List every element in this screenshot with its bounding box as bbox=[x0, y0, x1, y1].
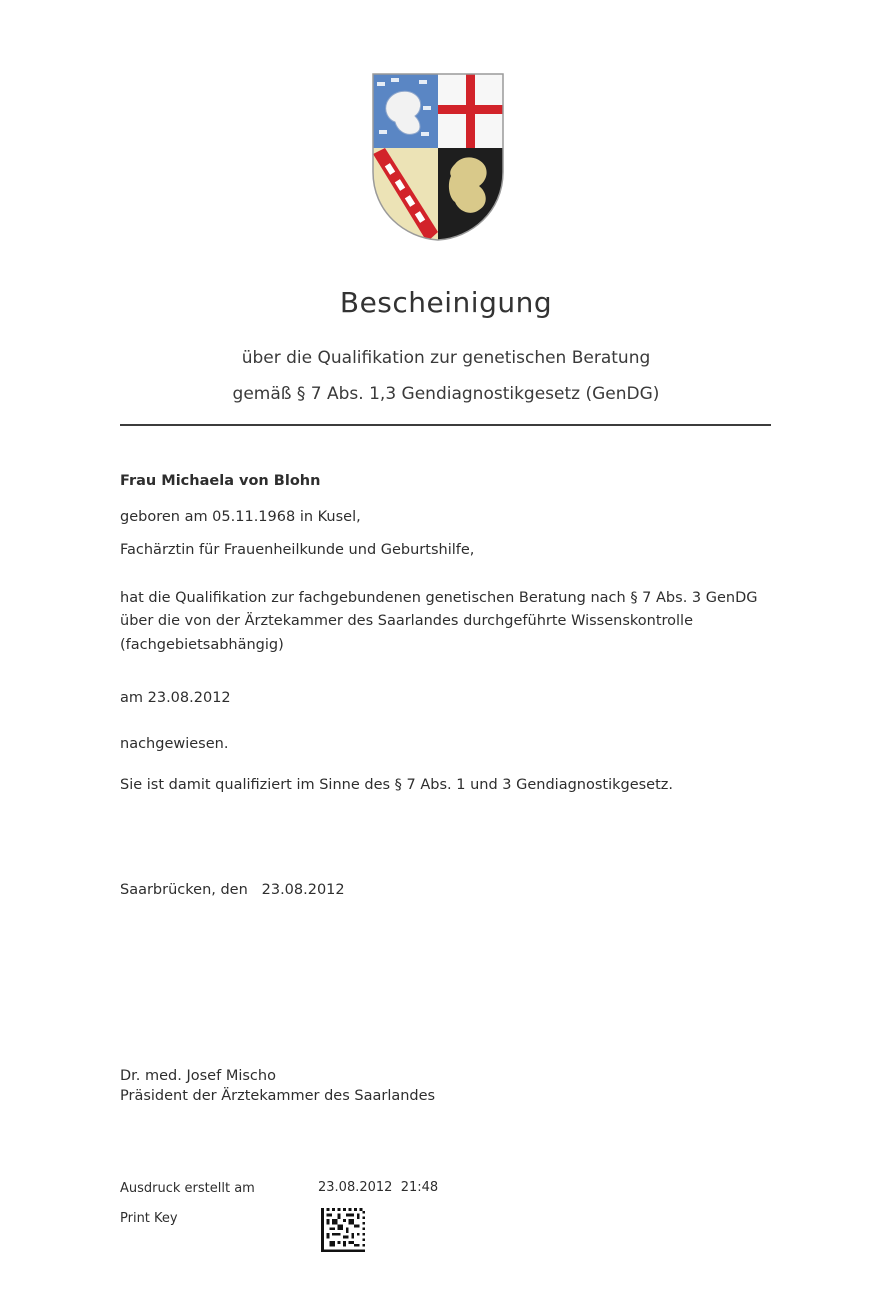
proven-line: nachgewiesen. bbox=[120, 736, 229, 752]
signatory-title: Präsident der Ärztekammer des Saarlandes bbox=[120, 1088, 436, 1104]
specialty-line: Fachärztin für Frauenheilkunde und Geburtshilfe, bbox=[120, 542, 475, 558]
print-key-datamatrix-code bbox=[320, 1208, 366, 1252]
qualification-line-2: über die von der Ärztekammer des Saarlandes durchgeführte Wissenskontrolle bbox=[120, 613, 694, 629]
print-key-label: Print Key bbox=[120, 1211, 178, 1226]
document-subtitle-line2: gemäß § 7 Abs. 1,3 Gendiagnostikgesetz (GenDG) bbox=[232, 384, 660, 404]
qualification-line-1: hat die Qualifikation zur fachgebundenen genetischen Beratung nach § 7 Abs. 3 GenDG bbox=[120, 590, 758, 606]
place-date-line: Saarbrücken, den 23.08.2012 bbox=[120, 882, 345, 898]
document-subtitle-line1: über die Qualifikation zur genetischen Beratung bbox=[241, 348, 651, 368]
exam-date-line: am 23.08.2012 bbox=[120, 690, 231, 706]
document-title: Bescheinigung bbox=[339, 286, 553, 319]
birth-line: geboren am 05.11.1968 in Kusel, bbox=[120, 509, 361, 525]
saarland-coat-of-arms bbox=[371, 72, 505, 242]
recipient-name: Frau Michaela von Blohn bbox=[120, 473, 321, 489]
header-divider bbox=[120, 424, 771, 426]
printout-label: Ausdruck erstellt am bbox=[120, 1181, 255, 1196]
qualified-line: Sie ist damit qualifiziert im Sinne des § 7 Abs. 1 und 3 Gendiagnostikgesetz. bbox=[120, 777, 674, 793]
signatory-name: Dr. med. Josef Mischo bbox=[120, 1068, 276, 1084]
printout-timestamp: 23.08.2012 21:48 bbox=[318, 1180, 439, 1195]
qualification-line-3: (fachgebietsabhängig) bbox=[120, 637, 284, 653]
